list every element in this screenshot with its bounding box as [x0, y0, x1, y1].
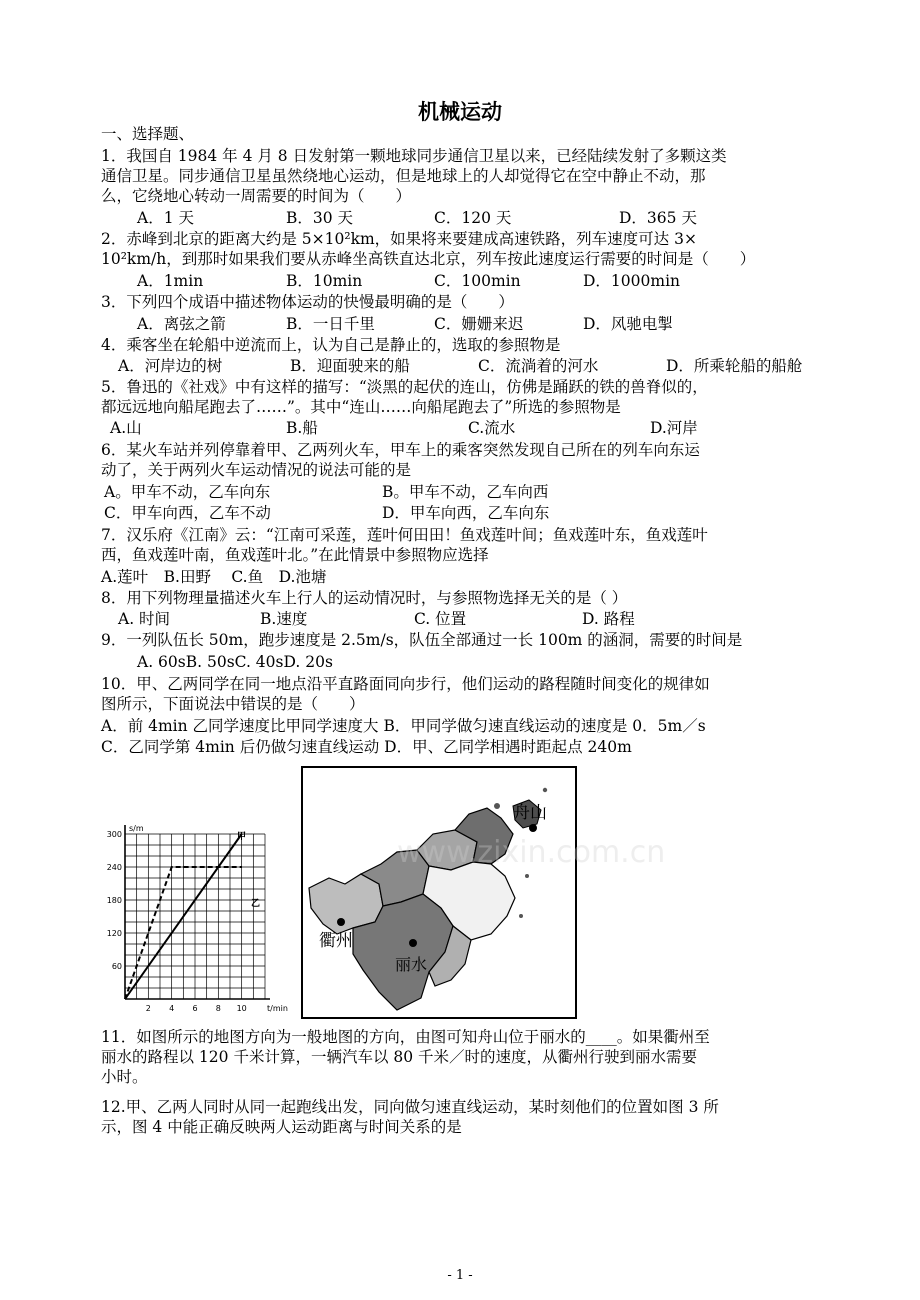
q7-line1: 7．汉乐府《江南》云：“江南可采莲，莲叶何田田！鱼戏莲叶间；鱼戏莲叶东，鱼戏莲叶 [101, 526, 708, 544]
q3-option-d: D．风驰电掣 [583, 315, 673, 333]
q6-line2: 动了，关于两列火车运动情况的说法可能的是 [101, 461, 412, 479]
q3-line1: 3．下列四个成语中描述物体运动的快慢最明确的是（ ） [101, 293, 514, 311]
q2-line2: 10²km/h，到那时如果我们要从赤峰坐高铁直达北京，列车按此速度运行需要的时间是（ ） [101, 250, 756, 268]
q8-option-b: B.速度 [260, 610, 308, 628]
zhejiang-map [301, 766, 666, 1019]
x-tick-label: 4 [169, 1004, 175, 1013]
q8-option-a: A. 时间 [118, 610, 171, 628]
page-title: 机械运动 [418, 100, 502, 124]
quzhou-marker [337, 918, 345, 926]
q11-line3: 小时。 [101, 1068, 148, 1086]
y-tick-label: 180 [106, 896, 122, 905]
x-tick-label: 8 [215, 1004, 221, 1013]
q5-option-b: B.船 [286, 419, 318, 437]
q4-line1: 4．乘客坐在轮船中逆流而上，认为自己是静止的，选取的参照物是 [101, 336, 561, 354]
q9-line1: 9．一列队伍长 50m，跑步速度是 2.5m/s，队伍全部通过一长 100m 的涵洞，需要的时间是 [101, 631, 743, 649]
q5-option-c: C.流水 [468, 419, 516, 437]
q4-option-d: D．所乘轮船的船舱 [666, 357, 803, 375]
q8-option-c: C. 位置 [414, 610, 467, 628]
q1-option-b: B．30 天 [286, 209, 354, 227]
q5-line1: 5．鲁迅的《社戏》中有这样的描写：“淡黑的起伏的连山，仿佛是踊跃的铁的兽脊似的， [101, 378, 708, 396]
section-heading: 一、选择题、 [101, 125, 195, 143]
q6-option-d: D．甲车向西，乙车向东 [382, 504, 550, 522]
series-label-yi: 乙 [251, 899, 261, 909]
lishui-label: 丽水 [395, 955, 428, 974]
q5-line2: 都远远地向船尾跑去了……”。其中“连山……向船尾跑去了”所选的参照物是 [101, 398, 621, 416]
x-tick-label: 10 [236, 1004, 247, 1013]
q8-line1: 8．用下列物理量描述火车上行人的运动情况时，与参照物选择无关的是（ ） [101, 589, 628, 607]
series-label-jia: 甲 [237, 832, 247, 842]
graph-grid [125, 834, 265, 999]
lishui-marker [409, 939, 417, 947]
q4-option-c: C．流淌着的河水 [478, 357, 599, 375]
q2-line1: 2．赤峰到北京的距离大约是 5×10²km，如果将来要建成高速铁路，列车速度可达 3× [101, 230, 697, 248]
q3-option-b: B．一日千里 [286, 315, 375, 333]
y-tick-label: 120 [106, 929, 122, 938]
q3-option-c: C．姗姗来迟 [434, 315, 524, 333]
y-tick-label: 60 [111, 962, 122, 971]
q6-option-a: A。甲车不动，乙车向东 [104, 483, 271, 501]
q10-options-cd: C．乙同学第 4min 后仍做匀速直线运动 D．甲、乙同学相遇时距起点 240m [101, 738, 632, 756]
q6-option-c: C．甲车向西，乙车不动 [104, 504, 271, 522]
q8-option-d: D. 路程 [582, 610, 635, 628]
watermark: www.zixin.com.cn [397, 835, 666, 870]
y-axis-label: s/m [129, 824, 144, 833]
q7-options: A.莲叶 B.田野 C.鱼 D.池塘 [101, 568, 327, 586]
q7-line2: 西，鱼戏莲叶南，鱼戏莲叶北。”在此情景中参照物应选择 [101, 546, 489, 564]
zhoushan-marker [529, 824, 537, 832]
page-number: - 1 - [447, 1268, 473, 1283]
q1-option-d: D．365 天 [619, 209, 697, 227]
q3-option-a: A．离弦之箭 [137, 315, 226, 333]
q4-option-b: B．迎面驶来的船 [290, 357, 410, 375]
q5-option-a: A.山 [110, 419, 142, 437]
zhoushan-label: 舟山 [513, 803, 547, 823]
q6-line1: 6．某火车站并列停靠着甲、乙两列火车，甲车上的乘客突然发现自己所在的列车向东运 [101, 441, 700, 459]
q2-option-b: B．10min [286, 272, 363, 290]
islet-b [543, 788, 547, 792]
y-tick-label: 240 [106, 863, 122, 872]
q10-options-ab: A．前 4min 乙同学速度比甲同学速度大 B．甲同学做匀速直线运动的速度是 0．5m／s [101, 717, 706, 735]
islet-d [519, 914, 523, 918]
q9-options: A. 60sB. 50sC. 40sD. 20s [137, 653, 333, 671]
q2-option-c: C．100min [434, 272, 521, 290]
distance-time-graph [105, 815, 305, 1015]
y-tick-label: 300 [106, 830, 122, 839]
q4-option-a: A．河岸边的树 [118, 357, 223, 375]
islet-a [494, 803, 500, 809]
q1-line3: 么，它绕地心转动一周需要的时间为（ ） [101, 187, 412, 205]
q12-line1: 12.甲、乙两人同时从同一起跑线出发，同向做匀速直线运动，某时刻他们的位置如图 3 所 [101, 1098, 719, 1116]
q1-line1: 1．我国自 1984 年 4 月 8 日发射第一颗地球同步通信卫星以来，已经陆续发射了多颗这类 [101, 147, 727, 165]
q11-line2: 丽水的路程以 120 千米计算，一辆汽车以 80 千米／时的速度，从衢州行驶到丽水需要 [101, 1048, 698, 1066]
q12-line2: 示，图 4 中能正确反映两人运动距离与时间关系的是 [101, 1118, 462, 1136]
q6-option-b: B。甲车不动，乙车向西 [382, 483, 549, 501]
q10-line2: 图所示，下面说法中错误的是（ ） [101, 695, 365, 713]
q11-line1: 11．如图所示的地图方向为一般地图的方向，由图可知舟山位于丽水的____。如果衢州至 [101, 1028, 710, 1046]
quzhou-label: 衢州 [319, 931, 353, 951]
q2-option-a: A．1min [137, 272, 204, 290]
q1-line2: 通信卫星。同步通信卫星虽然绕地心运动，但是地球上的人却觉得它在空中静止不动，那 [101, 167, 706, 185]
q1-option-a: A．1 天 [137, 209, 194, 227]
q10-line1: 10．甲、乙两同学在同一地点沿平直路面同向步行，他们运动的路程随时间变化的规律如 [101, 675, 710, 693]
q5-option-d: D.河岸 [650, 419, 698, 437]
q2-option-d: D．1000min [583, 272, 681, 290]
x-tick-label: 2 [145, 1004, 151, 1013]
q1-option-c: C．120 天 [434, 209, 512, 227]
islet-c [525, 874, 529, 878]
x-axis-label: t/min [267, 1004, 288, 1013]
x-tick-label: 6 [192, 1004, 198, 1013]
